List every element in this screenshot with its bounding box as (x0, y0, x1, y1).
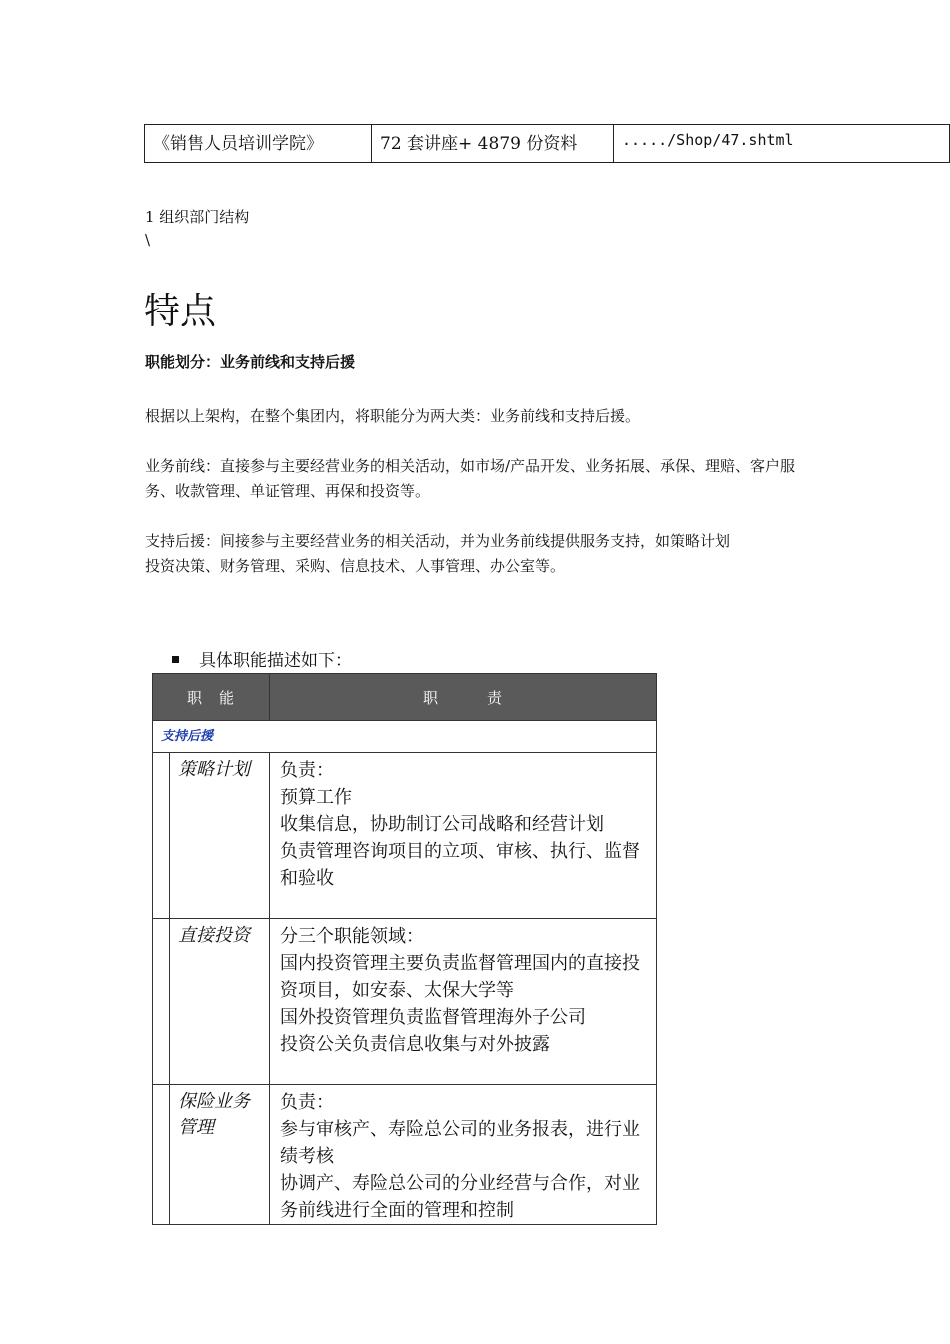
bullet-item (172, 646, 352, 671)
header-duty: 职 责 (270, 674, 657, 721)
function-name: 保险业务管理 (170, 1085, 270, 1225)
header-function: 职 能 (153, 674, 270, 721)
backslash-text: \ (145, 231, 151, 249)
bullet-text: 具体职能描述如下： (199, 651, 352, 671)
function-duty (270, 1085, 657, 1225)
header-course-title: 《销售人员培训学院》 (145, 125, 372, 163)
duty-line: 国外投资管理负责监督管理海外子公司 (280, 1007, 587, 1028)
support-paragraph-line1: 支持后援：间接参与主要经营业务的相关活动，并为业务前线提供服务支持，如策略计划 (145, 532, 731, 550)
function-table-header (153, 674, 657, 721)
bullet-square-icon (172, 656, 179, 663)
duty-line: 收集信息，协助制订公司战略和经营计划 (280, 814, 605, 835)
front-line-paragraph: 业务前线：直接参与主要经营业务的相关活动，如市场/产品开发、业务拓展、承保、理赔、客户服务、收款管理、单证管理、再保和投资等。 (145, 457, 796, 500)
intro-paragraph: 根据以上架构，在整个集团内，将职能分为两大类：业务前线和支持后援。 (145, 407, 641, 425)
duty-line: 国内投资管理主要负责监督管理国内的直接投资项目，如安泰、太保大学等 (280, 953, 641, 1001)
header-table (144, 124, 950, 163)
duty-line: 投资公关负责信息收集与对外披露 (280, 1034, 551, 1055)
function-duty (270, 919, 657, 1085)
duty-line: 负责管理咨询项目的立项、审核、执行、监督和验收 (280, 841, 641, 889)
page-title: 特点 (144, 291, 217, 332)
table-row (153, 753, 657, 919)
support-paragraph-line2: 投资决策、财务管理、采购、信息技术、人事管理、办公室等。 (145, 557, 566, 575)
function-name: 直接投资 (170, 919, 270, 1085)
duty-line: 负责： (280, 1092, 335, 1113)
header-url[interactable]: ...../Shop/47.shtml (614, 125, 950, 163)
function-table (152, 673, 657, 1225)
table-row (153, 919, 657, 1085)
function-duty (270, 753, 657, 919)
duty-line: 负责： (280, 760, 335, 781)
function-name: 策略计划 (170, 753, 270, 919)
section-heading: 1 组织部门结构 (145, 208, 250, 226)
duty-line: 分三个职能领域： (280, 926, 425, 947)
table-row (153, 1085, 657, 1225)
bold-heading: 职能划分：业务前线和支持后援 (145, 353, 356, 371)
duty-line: 预算工作 (280, 787, 353, 808)
section-row (153, 721, 657, 753)
duty-line: 协调产、寿险总公司的分业经营与合作，对业务前线进行全面的管理和控制 (280, 1173, 641, 1221)
duty-line: 参与审核产、寿险总公司的业务报表，进行业绩考核 (280, 1119, 641, 1167)
header-resource-count: 72 套讲座+ 4879 份资料 (372, 125, 614, 163)
section-label: 支持后援 (153, 721, 657, 753)
